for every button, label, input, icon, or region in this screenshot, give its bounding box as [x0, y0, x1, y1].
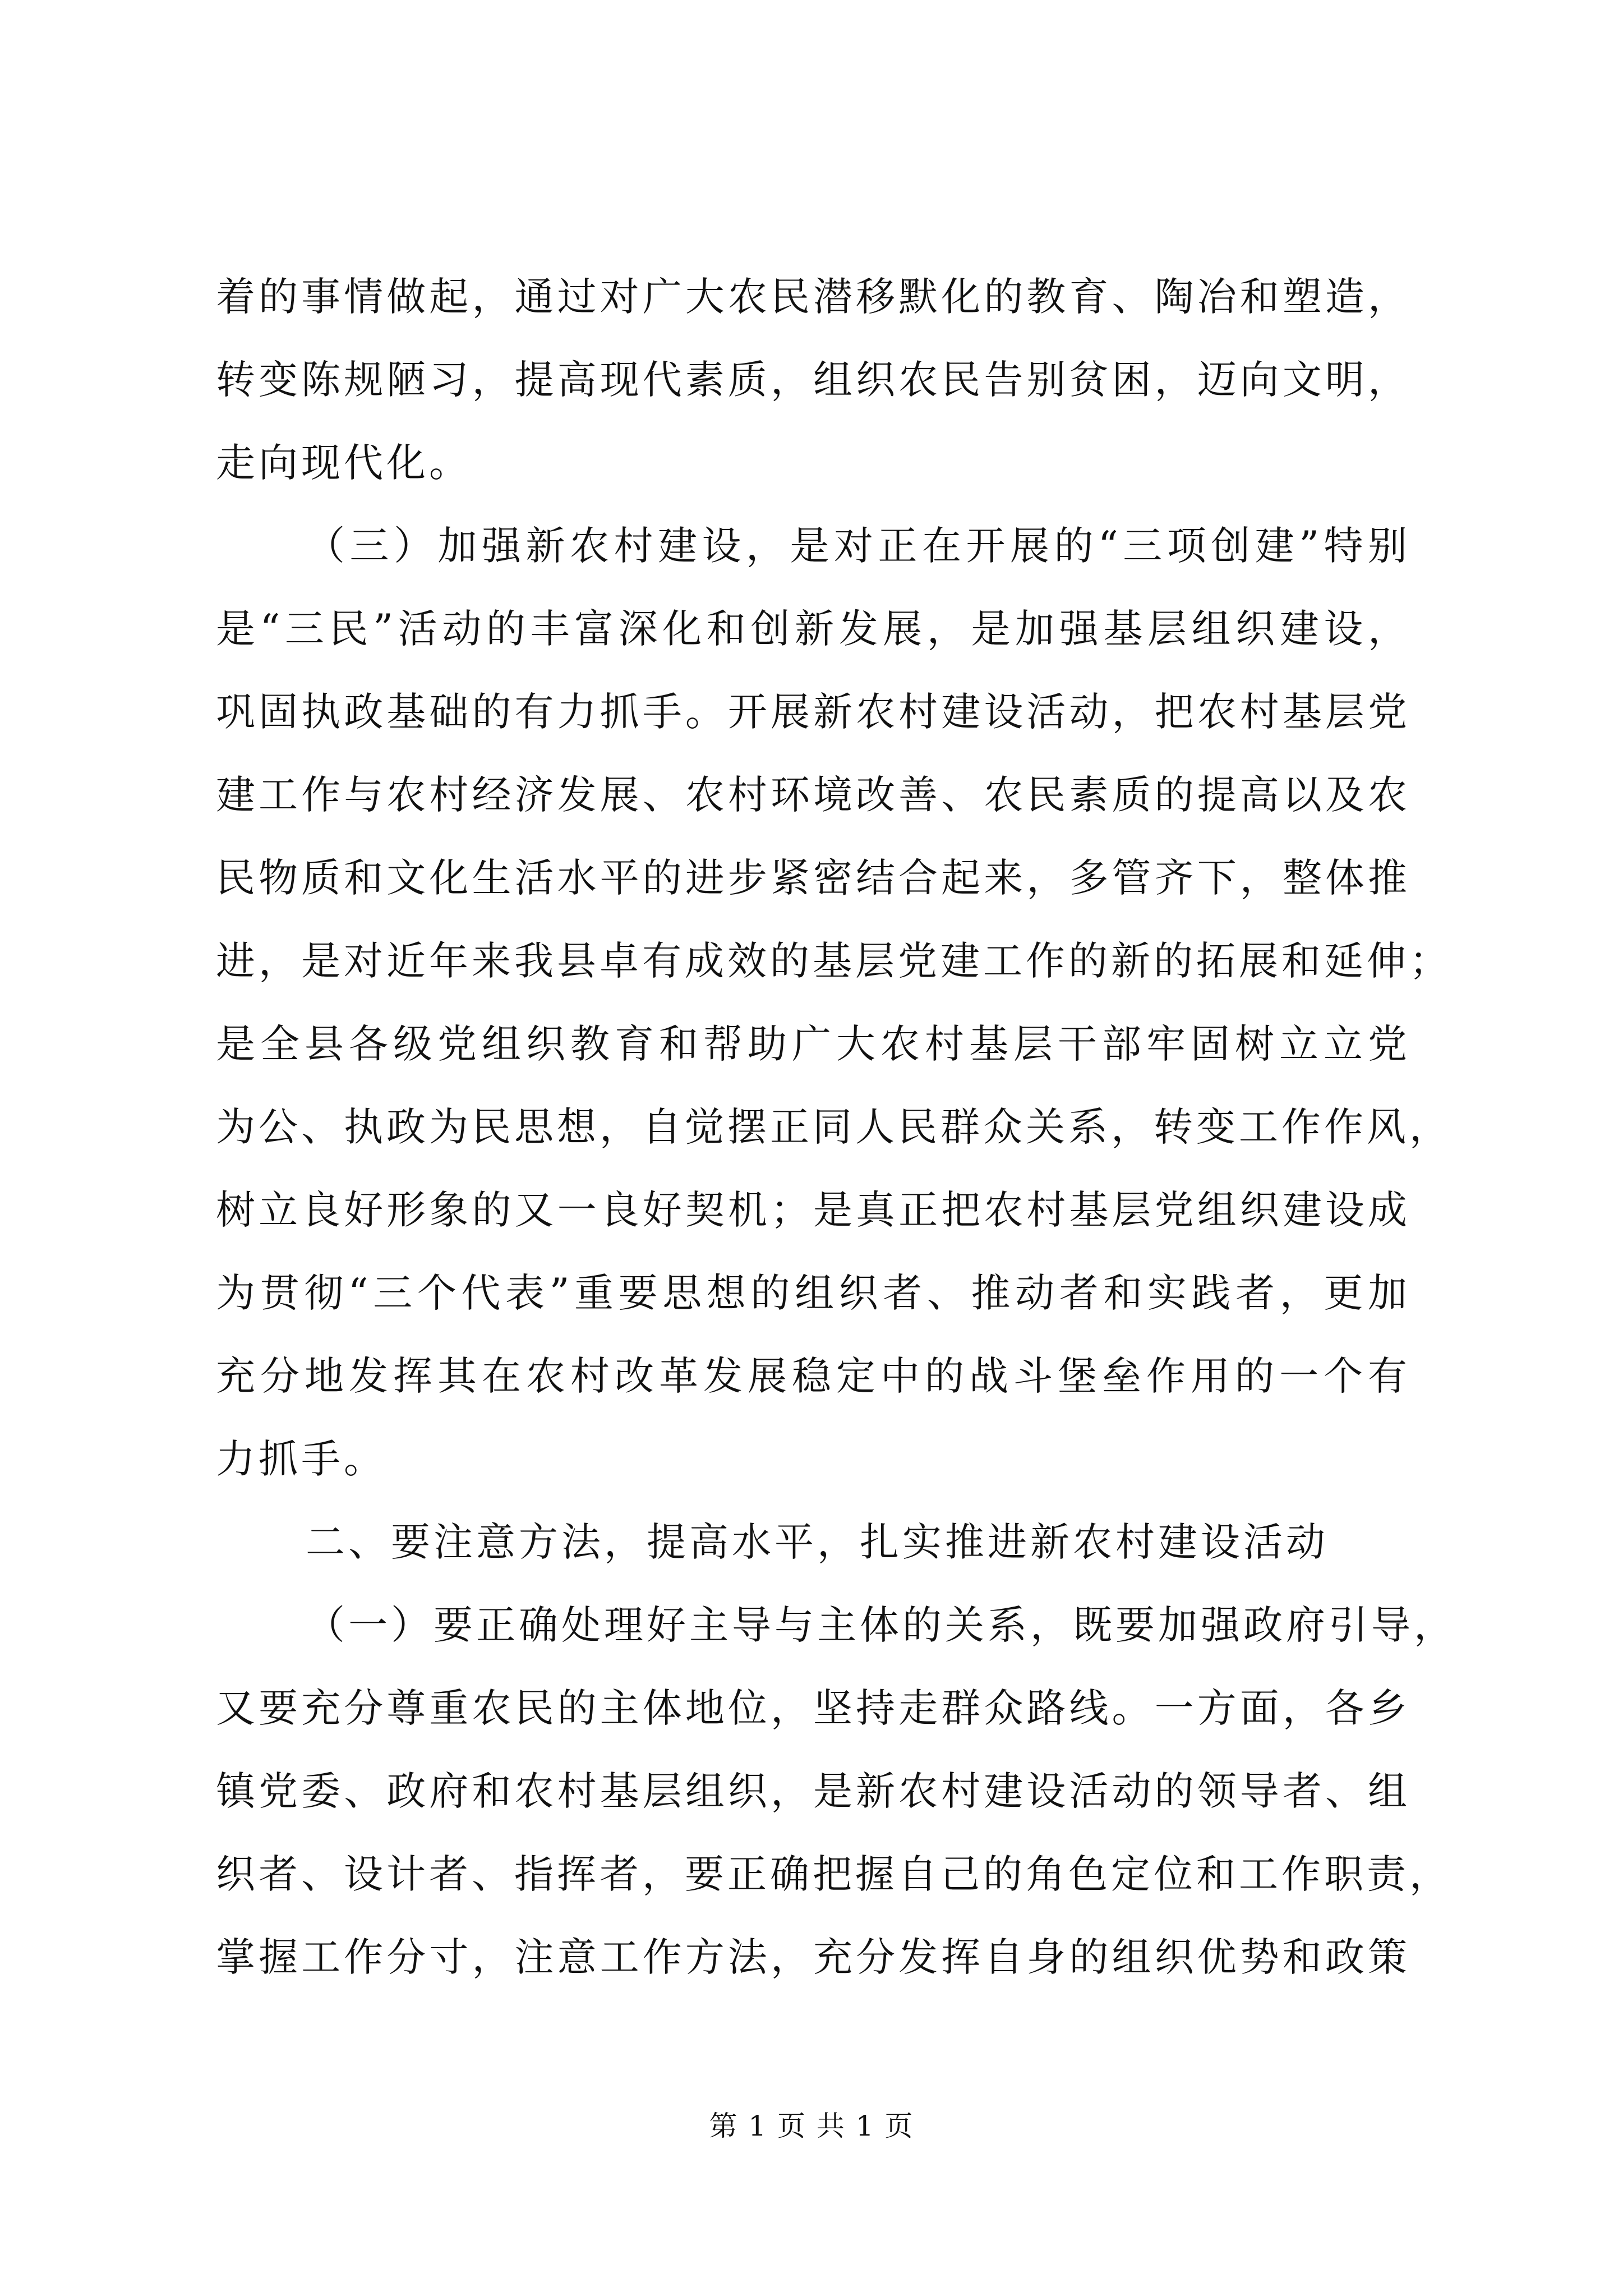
- text-line: 走向现代化。: [216, 440, 472, 486]
- text-line: 建工作与农村经济发展、农村环境改善、农民素质的提高以及农: [216, 772, 1410, 818]
- text-line: 为贯彻“三个代表”重要思想的组织者、推动者和实践者，更加: [216, 1270, 1410, 1316]
- text-line: 掌握工作分寸，注意工作方法，充分发挥自身的组织优势和政策: [216, 1934, 1410, 1980]
- text-line: （三）加强新农村建设，是对正在开展的“三项创建”特别: [306, 523, 1410, 569]
- text-line: 充分地发挥其在农村改革发展稳定中的战斗堡垒作用的一个有: [216, 1353, 1410, 1399]
- text-line: （一）要正确处理好主导与主体的关系，既要加强政府引导，: [306, 1602, 1456, 1648]
- text-line: 转变陈规陋习，提高现代素质，组织农民告别贫困，迈向文明，: [216, 357, 1410, 403]
- page-footer: 第 1 页 共 1 页: [709, 2110, 914, 2142]
- text-line: 镇党委、政府和农村基层组织，是新农村建设活动的领导者、组: [216, 1768, 1410, 1814]
- text-line: 民物质和文化生活水平的进步紧密结合起来，多管齐下，整体推: [216, 855, 1410, 901]
- text-line: 又要充分尊重农民的主体地位，坚持走群众路线。一方面，各乡: [216, 1685, 1410, 1731]
- text-line: 进，是对近年来我县卓有成效的基层党建工作的新的拓展和延伸；: [216, 938, 1452, 984]
- text-line: 织者、设计者、指挥者，要正确把握自己的角色定位和工作职责，: [216, 1851, 1452, 1897]
- text-line: 树立良好形象的又一良好契机；是真正把农村基层党组织建设成: [216, 1187, 1410, 1233]
- section-heading: 二、要注意方法，提高水平，扎实推进新农村建设活动: [306, 1519, 1329, 1565]
- text-line: 着的事情做起，通过对广大农民潜移默化的教育、陶冶和塑造，: [216, 274, 1410, 320]
- text-line: 力抓手。: [216, 1436, 386, 1482]
- document-body: [216, 255, 1456, 1999]
- text-line: 是全县各级党组织教育和帮助广大农村基层干部牢固树立立党: [216, 1021, 1410, 1067]
- text-line: 为公、执政为民思想，自觉摆正同人民群众关系，转变工作作风，: [216, 1104, 1452, 1150]
- text-line: 是“三民”活动的丰富深化和创新发展，是加强基层组织建设，: [216, 606, 1410, 652]
- text-line: 巩固执政基础的有力抓手。开展新农村建设活动，把农村基层党: [216, 689, 1410, 735]
